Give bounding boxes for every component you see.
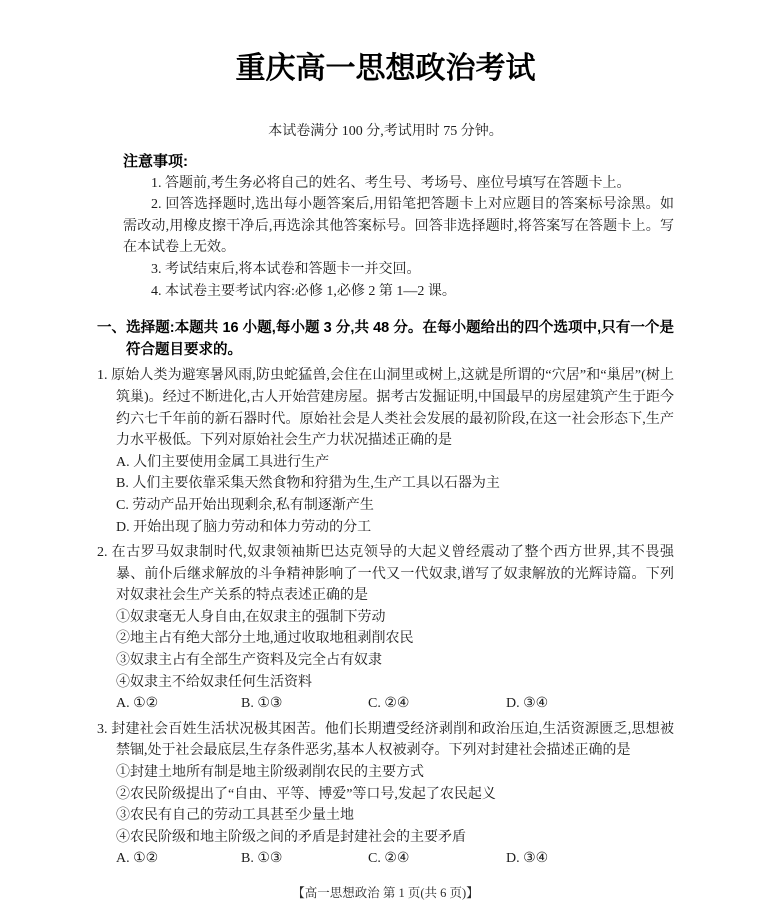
question-3-option-d: D. ③④ <box>506 851 549 867</box>
question-2-statement-1: ①奴隶毫无人身自由,在奴隶主的强制下劳动 <box>116 609 386 625</box>
question-3-options-row <box>97 848 674 870</box>
notice-item-3: 3. 考试结束后,将本试卷和答题卡一并交回。 <box>151 261 421 277</box>
question-2-options-row <box>97 693 674 715</box>
notice-heading: 注意事项: <box>123 153 188 170</box>
question-1-option-b: B. 人们主要依靠采集天然食物和狩猎为生,生产工具以石器为主 <box>116 476 500 492</box>
question-2-option-b: B. ①③ <box>241 696 283 712</box>
question-3-stem <box>97 719 674 762</box>
question-3-statement-1: ①封建土地所有制是地主阶级剥削农民的主要方式 <box>116 765 424 781</box>
question-1-option-c: C. 劳动产品开始出现剩余,私有制逐渐产生 <box>116 497 374 513</box>
question-1-option-d: D. 开始出现了脑力劳动和体力劳动的分工 <box>116 519 372 535</box>
notice-item-2: 2. 回答选择题时,选出每小题答案后,用铅笔把答题卡上对应题目的答案标号涂黑。如需改动,用橡皮擦干净后,再选涂其他答案标号。回答非选择题时,将答案写在答题卡上。写在本试卷上无效。 <box>123 197 674 256</box>
page-footer: 【高一思想政治 第 1 页(共 6 页)】 <box>292 886 479 900</box>
question-1-text: 原始人类为避寒暑风雨,防虫蛇猛兽,会住在山洞里或树上,这就是所谓的“穴居”和“巢居”(树上筑巢)。经过不断进化,古人开始营建房屋。据考古发掘证明,中国最早的房屋建筑产生于距今约六七千年前的新石器时代。原始社会是人类社会发展的最初阶段,在这一社会形态下,生产力水平极低。下列对原始社会生产力状况描述正确的是 <box>111 368 675 449</box>
question-1-number: 1. <box>97 368 112 384</box>
question-1-option-a: A. 人们主要使用金属工具进行生产 <box>116 454 330 470</box>
question-3-text: 封建社会百姓生活状况极其困苦。他们长期遭受经济剥削和政治压迫,生活资源匮乏,思想被禁锢,处于社会最底层,生存条件恶劣,基本人权被剥夺。下列对封建社会描述正确的是 <box>111 721 675 759</box>
question-3-statement-3: ③农民有自己的劳动工具甚至少量土地 <box>116 808 354 824</box>
question-2-statement-3: ③奴隶主占有全部生产资料及完全占有奴隶 <box>116 653 382 669</box>
question-2-option-c: C. ②④ <box>368 696 410 712</box>
exam-subtitle: 本试卷满分 100 分,考试用时 75 分钟。 <box>268 124 503 139</box>
notice-item-4: 4. 本试卷主要考试内容:必修 1,必修 2 第 1—2 课。 <box>151 283 456 299</box>
question-3-statement-2: ②农民阶级提出了“自由、平等、博爱”等口号,发起了农民起义 <box>116 786 496 802</box>
question-3-option-a: A. ①② <box>116 851 159 867</box>
page-content <box>97 0 674 870</box>
question-2-statement-4: ④奴隶主不给奴隶任何生活资料 <box>116 674 312 690</box>
question-3 <box>97 719 674 870</box>
question-1-stem <box>97 365 674 451</box>
question-2 <box>97 542 674 715</box>
question-3-option-c: C. ②④ <box>368 851 410 867</box>
notice-item-1: 1. 答题前,考生务必将自己的姓名、考生号、考场号、座位号填写在答题卡上。 <box>151 175 631 191</box>
question-2-statement-2: ②地主占有绝大部分土地,通过收取地租剥削农民 <box>116 631 414 647</box>
question-3-option-b: B. ①③ <box>241 851 283 867</box>
question-2-option-a: A. ①② <box>116 696 159 712</box>
question-3-number: 3. <box>97 721 112 737</box>
question-2-text: 在古罗马奴隶制时代,奴隶领袖斯巴达克领导的大起义曾经震动了整个西方世界,其不畏强暴、前仆后继求解放的斗争精神影响了一代又一代奴隶,谱写了奴隶解放的光辉诗篇。下列对奴隶社会生产关系的特点表述正确的是 <box>111 545 675 604</box>
page-title: 重庆高一思想政治考试 <box>235 52 536 85</box>
question-1 <box>97 365 674 538</box>
question-2-number: 2. <box>97 545 112 561</box>
question-3-statement-4: ④农民阶级和地主阶级之间的矛盾是封建社会的主要矛盾 <box>116 829 466 845</box>
question-2-option-d: D. ③④ <box>506 696 549 712</box>
section-heading: 一、选择题:本题共 16 小题,每小题 3 分,共 48 分。在每小题给出的四个选项中,只有一个是符合题目要求的。 <box>97 320 674 358</box>
question-2-stem <box>97 542 674 607</box>
